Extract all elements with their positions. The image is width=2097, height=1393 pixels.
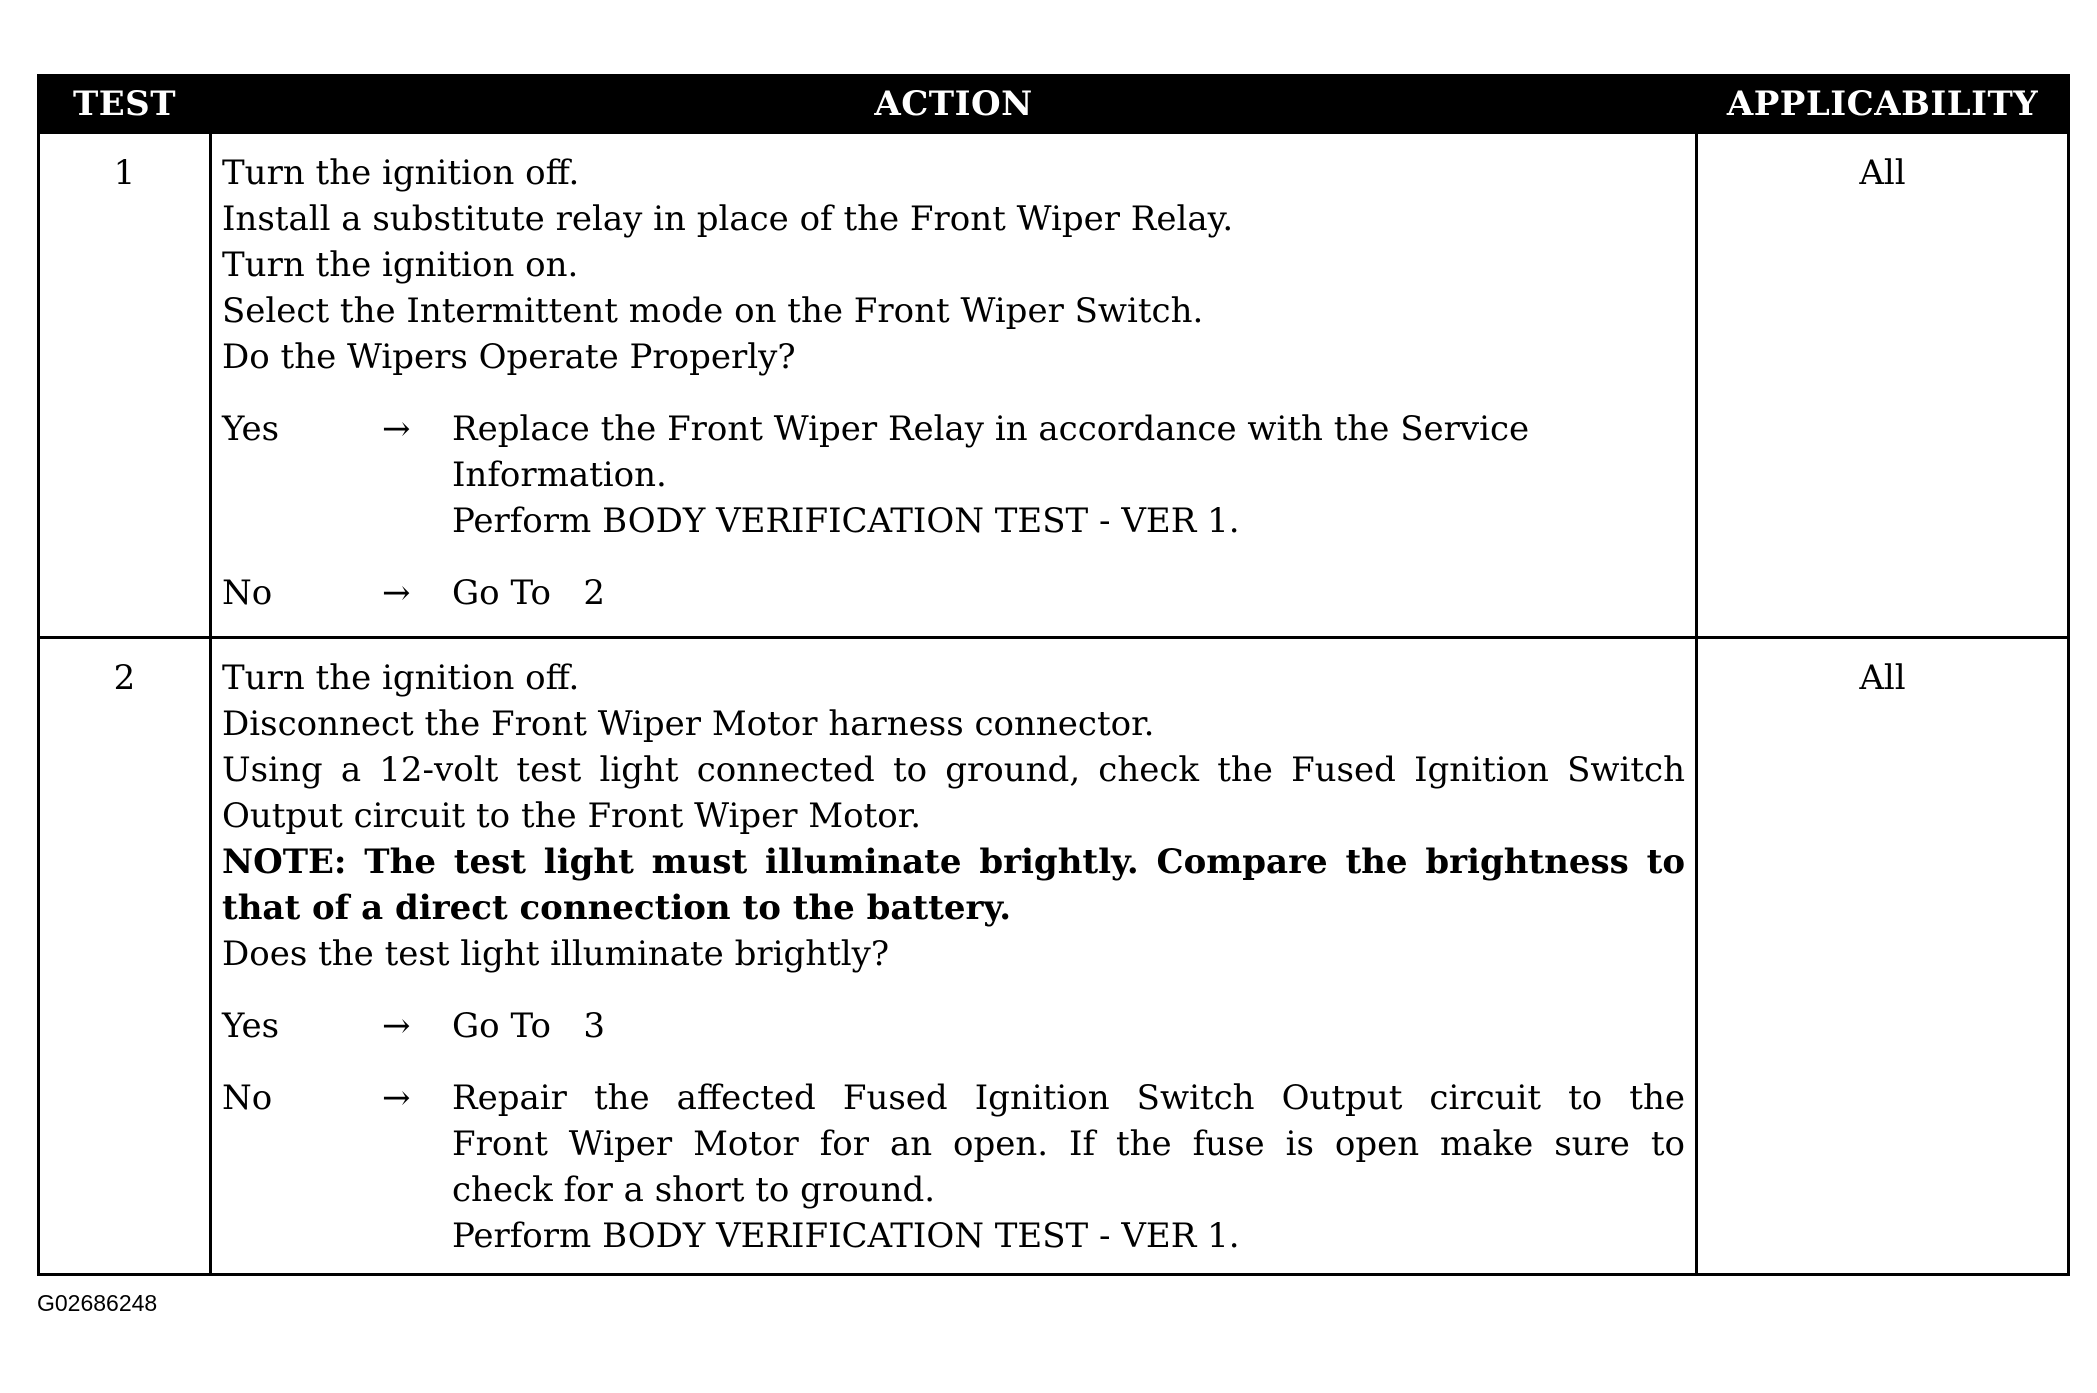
- table-header-row: [39, 76, 2069, 133]
- header-test: TEST: [39, 76, 211, 133]
- action-cell: [211, 638, 1697, 1275]
- no-outcome: [222, 570, 1685, 616]
- right-arrow-icon: →: [382, 1006, 411, 1046]
- figure-id: G02686248: [37, 1290, 158, 1316]
- right-arrow-icon: →: [382, 573, 411, 613]
- right-arrow-icon: →: [382, 409, 411, 449]
- header-applicability: APPLICABILITY: [1697, 76, 2069, 133]
- action-step: Disconnect the Front Wiper Motor harness connector.: [222, 704, 1155, 744]
- yes-label: Yes: [222, 1006, 280, 1046]
- diagnostic-test-table: [37, 74, 2070, 1276]
- no-outcome: [222, 1075, 1685, 1259]
- yes-outcome: [222, 406, 1685, 544]
- applicability-value: All: [1697, 133, 2069, 638]
- result-line: Replace the Front Wiper Relay in accordance with the Service: [452, 409, 1530, 449]
- test-number: 2: [39, 638, 211, 1275]
- action-question: Does the test light illuminate brightly?: [222, 934, 890, 974]
- yes-label: Yes: [222, 409, 280, 449]
- action-cell: [211, 133, 1697, 638]
- action-step: Turn the ignition off.: [222, 658, 580, 698]
- table-row: [39, 133, 2069, 638]
- action-question: Do the Wipers Operate Properly?: [222, 337, 796, 377]
- no-label: No: [222, 1078, 273, 1118]
- action-step: Using a 12-volt test light connected to ground, check the Fused Ignition Switch: [222, 750, 1685, 790]
- right-arrow-icon: →: [382, 1078, 411, 1118]
- note-text: NOTE: The test light must illuminate brightly. Compare the brightness to: [222, 842, 1685, 882]
- result-line: Perform BODY VERIFICATION TEST - VER 1.: [452, 501, 1240, 541]
- result-line: Go To 2: [452, 573, 605, 613]
- result-line: check for a short to ground.: [452, 1170, 936, 1210]
- no-result: [452, 570, 1685, 616]
- action-step: Turn the ignition off.: [222, 153, 580, 193]
- table-row: [39, 638, 2069, 1275]
- yes-result: [452, 406, 1685, 544]
- result-line: Repair the affected Fused Ignition Switch Output circuit to the: [452, 1078, 1685, 1118]
- action-step: Turn the ignition on.: [222, 245, 579, 285]
- action-step: Install a substitute relay in place of the Front Wiper Relay.: [222, 199, 1234, 239]
- result-line: Front Wiper Motor for an open. If the fuse is open make sure to: [452, 1124, 1685, 1164]
- test-number: 1: [39, 133, 211, 638]
- yes-result: [452, 1003, 1685, 1049]
- result-line: Go To 3: [452, 1006, 605, 1046]
- yes-outcome: [222, 1003, 1685, 1049]
- action-step: Select the Intermittent mode on the Front Wiper Switch.: [222, 291, 1204, 331]
- result-line: Information.: [452, 455, 667, 495]
- note-text: that of a direct connection to the battery.: [222, 888, 1012, 928]
- no-result: [452, 1075, 1685, 1259]
- header-action: ACTION: [211, 76, 1697, 133]
- applicability-value: All: [1697, 638, 2069, 1275]
- result-line: Perform BODY VERIFICATION TEST - VER 1.: [452, 1216, 1240, 1256]
- no-label: No: [222, 573, 273, 613]
- action-step: Output circuit to the Front Wiper Motor.: [222, 796, 922, 836]
